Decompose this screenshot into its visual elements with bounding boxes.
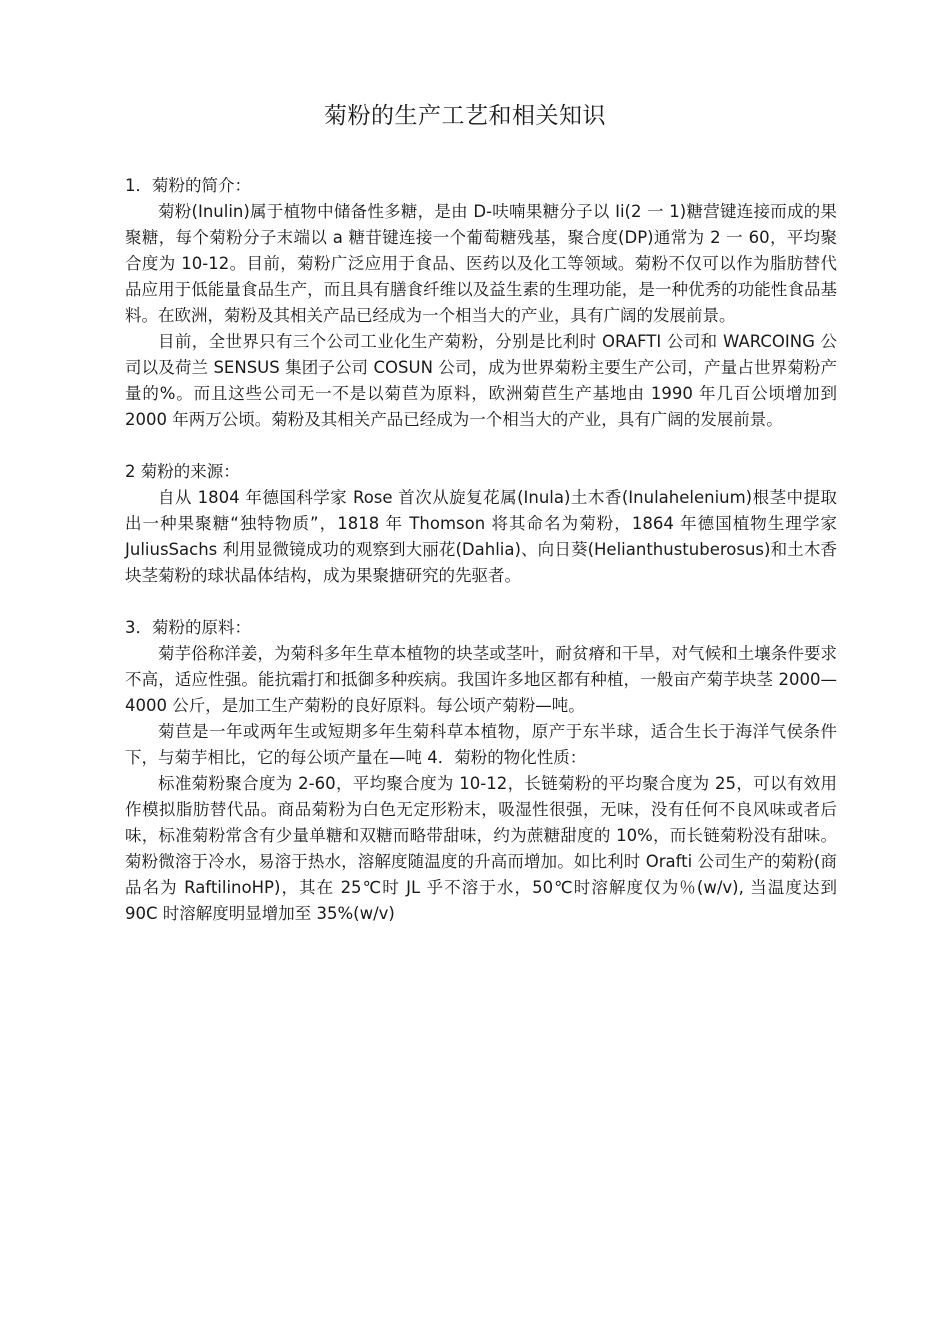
section-3-heading: 3．菊粉的原料：: [125, 618, 251, 637]
section-3-paragraph-2: 菊苣是一年或两年生或短期多年生菊科草本植物，原产于东半球，适合生长于海洋气侯条件下，与菊芋相比，它的每公顷产量在—吨 4．菊粉的物化性质：: [125, 722, 837, 767]
document-title: 菊粉的生产工艺和相关知识: [324, 103, 606, 129]
document-body: [125, 173, 837, 927]
section-1-paragraph-1: 菊粉(Inulin)属于植物中储备性多糖，是由 D-呋喃果糖分子以 Ii(2 一 1)糖营键连接而成的果聚糖，每个菊粉分子末端以 a 糖苷键连接一个葡萄糖残基，聚合度(DP)通常为 2 一 60，平均聚合度为 10-12。目前，菊粉广泛应用于食品、医药以及化工等领域。菊粉不仅可以作为脂肪替代品应用于低能量食品生产，而且具有膳食纤维以及益生素的生理功能，是一种优秀的功能性食品基料。在欧洲，菊粉及其相关产品已经成为一个相当大的产业，具有广阔的发展前景。: [125, 202, 837, 325]
section-3-paragraph-3: 标准菊粉聚合度为 2-60，平均聚合度为 10-12，长链菊粉的平均聚合度为 25，可以有效用作模拟脂肪替代品。商品菊粉为白色无定形粉末，吸湿性很强，无味，没有任何不良风味或者后味，标准菊粉常含有少量单糖和双糖而略带甜味，约为蔗糖甜度的 10%，而长链菊粉没有甜味。菊粉微溶于冷水，易溶于热水，溶解度随温度的升高而增加。如比利时 Orafti 公司生产的菊粉(商品名为 RaftilinoHP)，其在 25℃时 JL 乎不溶于水，50℃时溶解度仅为％(w/v), 当温度达到 90C 时溶解度明显增加至 35%(w/v): [125, 774, 837, 923]
paragraph-gap: [125, 589, 837, 615]
section-2-heading: 2 菊粉的来源：: [125, 462, 240, 481]
section-1-heading: 1．菊粉的简介：: [125, 176, 251, 195]
paragraph-gap: [125, 433, 837, 459]
section-3-paragraph-1: 菊芋俗称洋姜，为菊科多年生草本植物的块茎或茎叶，耐贫瘠和干旱，对气候和土壤条件要求不高，适应性强。能抗霜打和抵御多种疾病。我国许多地区都有种植，一般亩产菊芋块茎 2000—4000 公斤，是加工生产菊粉的良好原料。每公顷产菊粉—吨。: [125, 644, 837, 715]
section-1-paragraph-2: 目前，全世界只有三个公司工业化生产菊粉，分别是比利时 ORAFTI 公司和 WARCOING 公司以及荷兰 SENSUS 集团子公司 COSUN 公司，成为世界菊粉主要生产公司，产量占世界菊粉产量的%。而且这些公司无一不是以菊苣为原料，欧洲菊苣生产基地由 1990 年几百公顷增加到 2000 年两万公顷。菊粉及其相关产品已经成为一个相当大的产业，具有广阔的发展前景。: [125, 332, 837, 429]
section-2-paragraph-1: 自从 1804 年德国科学家 Rose 首次从旋复花属(Inula)土木香(Inulahelenium)根茎中提取出一种果聚糖“独特物质”，1818 年 Thomson 将其命名为菊粉，1864 年德国植物生理学家 JuliusSachs 利用显微镜成功的观察到大丽花(Dahlia)、向日葵(Helianthustuberosus)和土木香块茎菊粉的球状晶体结构，成为果聚搪研究的先驱者。: [125, 488, 837, 585]
